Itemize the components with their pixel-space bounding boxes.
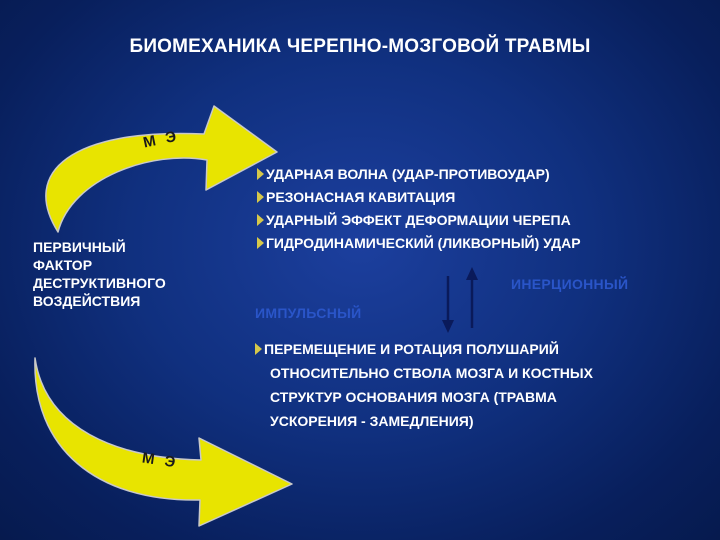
up-down-arrows-icon: [442, 267, 478, 333]
arrow-bullet-icon: [257, 168, 264, 180]
primary-factor-line: ПЕРВИЧНЫЙ: [33, 239, 126, 255]
arrow-bullet-icon: [257, 214, 264, 226]
primary-factor-line: ДЕСТРУКТИВНОГО: [33, 275, 166, 291]
primary-factor-line: ВОЗДЕЙСТВИЯ: [33, 293, 141, 309]
arrow-bottom-label: М Э: [140, 449, 180, 472]
list-item: УДАРНАЯ ВОЛНА (УДАР-ПРОТИВОУДАР): [257, 163, 717, 186]
impulse-label: ИМПУЛЬСНЫЙ: [255, 305, 362, 321]
list-item-continuation: УСКОРЕНИЯ - ЗАМЕДЛЕНИЯ): [270, 413, 474, 429]
top-curved-arrow-icon: [46, 106, 277, 232]
arrow-bullet-icon: [255, 343, 262, 355]
list-item: УДАРНЫЙ ЭФФЕКТ ДЕФОРМАЦИИ ЧЕРЕПА: [257, 209, 717, 232]
primary-factor-label: [33, 238, 243, 310]
inertial-mechanisms-list: [255, 337, 715, 433]
list-item: РЕЗОНАСНАЯ КАВИТАЦИЯ: [257, 186, 717, 209]
bottom-curved-arrow-icon: [35, 358, 292, 526]
list-item-continuation: ОТНОСИТЕЛЬНО СТВОЛА МОЗГА И КОСТНЫХ: [270, 365, 593, 381]
impulse-mechanisms-list: [257, 163, 717, 255]
slide-title: БИОМЕХАНИКА ЧЕРЕПНО-МОЗГОВОЙ ТРАВМЫ: [129, 36, 591, 57]
list-item: ПЕРЕМЕЩЕНИЕ И РОТАЦИЯ ПОЛУШАРИЙ: [255, 337, 715, 361]
list-item-continuation: СТРУКТУР ОСНОВАНИЯ МОЗГА (ТРАВМА: [270, 389, 557, 405]
arrow-top-label: М Э: [141, 127, 181, 152]
list-item: ГИДРОДИНАМИЧЕСКИЙ (ЛИКВОРНЫЙ) УДАР: [257, 232, 717, 255]
arrow-bullet-icon: [257, 191, 264, 203]
inertial-label: ИНЕРЦИОННЫЙ: [511, 276, 629, 292]
arrow-bullet-icon: [257, 237, 264, 249]
primary-factor-line: ФАКТОР: [33, 257, 93, 273]
